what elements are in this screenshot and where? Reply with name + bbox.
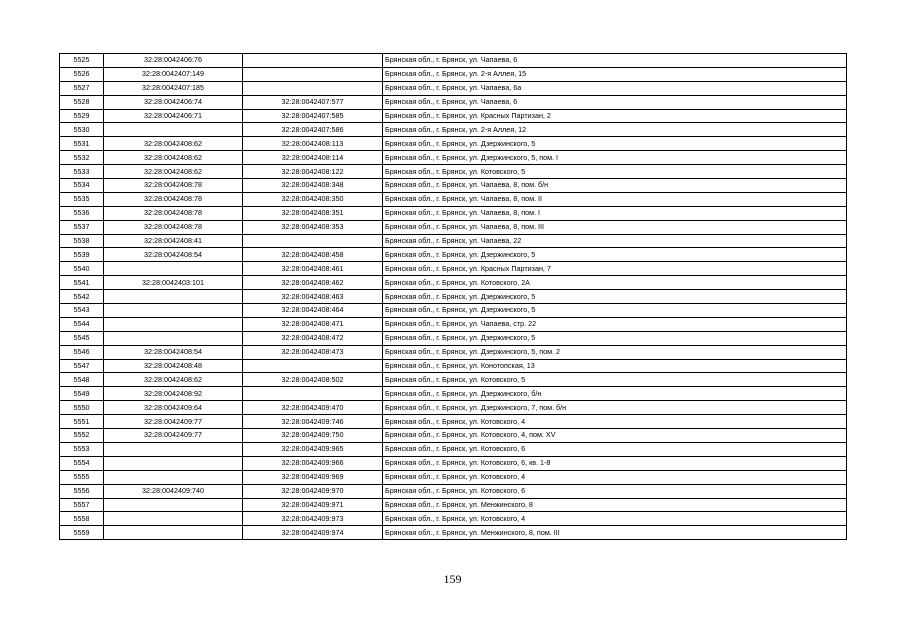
address-cell: Брянская обл., г. Брянск, ул. Дзержинского, 5, пом. I [383,151,847,165]
related-cadastral-number-cell: 32:28:0042409:973 [243,512,383,526]
address-cell: Брянская обл., г. Брянск, ул. 2-я Аллея, 12 [383,123,847,137]
row-number-cell: 5546 [60,345,104,359]
related-cadastral-number-cell: 32:28:0042408:122 [243,165,383,179]
related-cadastral-number-cell: 32:28:0042407:585 [243,109,383,123]
cadastral-number-cell: 32:28:0042403:101 [104,276,243,290]
cadastral-number-cell: 32:28:0042408:62 [104,151,243,165]
address-cell: Брянская обл., г. Брянск, ул. Котовского, 4 [383,470,847,484]
row-number-cell: 5540 [60,262,104,276]
address-cell: Брянская обл., г. Брянск, ул. Котовского, 5 [383,373,847,387]
address-cell: Брянская обл., г. Брянск, ул. Красных Партизан, 2 [383,109,847,123]
cadastral-number-cell: 32:28:0042409:77 [104,415,243,429]
related-cadastral-number-cell [243,81,383,95]
address-cell: Брянская обл., г. Брянск, ул. Котовского, 6 [383,442,847,456]
cadastral-number-cell [104,290,243,304]
address-cell: Брянская обл., г. Брянск, ул. Чапаева, 6а [383,81,847,95]
table-row [60,234,847,248]
table-row [60,276,847,290]
address-cell: Брянская обл., г. Брянск, ул. Дзержинского, 5 [383,137,847,151]
table-row [60,401,847,415]
page-number: 159 [443,572,462,586]
address-cell: Брянская обл., г. Брянск, ул. Чапаева, 8, пом. III [383,220,847,234]
address-cell: Брянская обл., г. Брянск, ул. Котовского, 6 [383,484,847,498]
table-row [60,206,847,220]
related-cadastral-number-cell: 32:28:0042408:471 [243,317,383,331]
table-row [60,456,847,470]
address-cell: Брянская обл., г. Брянск, ул. Чапаева, 8, пом. I [383,206,847,220]
cadastral-number-cell [104,512,243,526]
address-cell: Брянская обл., г. Брянск, ул. Дзержинского, 7, пом. б/н [383,401,847,415]
related-cadastral-number-cell: 32:28:0042409:969 [243,470,383,484]
table-row [60,373,847,387]
related-cadastral-number-cell: 32:28:0042409:746 [243,415,383,429]
related-cadastral-number-cell: 32:28:0042408:458 [243,248,383,262]
table-row [60,123,847,137]
related-cadastral-number-cell: 32:28:0042408:502 [243,373,383,387]
address-cell: Брянская обл., г. Брянск, ул. Чапаева, 8, пом. б/н [383,179,847,193]
row-number-cell: 5558 [60,512,104,526]
row-number-cell: 5551 [60,415,104,429]
address-cell: Брянская обл., г. Брянск, ул. Конотопская, 13 [383,359,847,373]
row-number-cell: 5554 [60,456,104,470]
cadastral-number-cell: 32:28:0042408:62 [104,373,243,387]
row-number-cell: 5533 [60,165,104,179]
cadastral-number-cell [104,442,243,456]
address-cell: Брянская обл., г. Брянск, ул. Красных Партизан, 7 [383,262,847,276]
related-cadastral-number-cell: 32:28:0042408:461 [243,262,383,276]
address-cell: Брянская обл., г. Брянск, ул. Дзержинского, 5 [383,290,847,304]
cadastral-number-cell [104,317,243,331]
row-number-cell: 5557 [60,498,104,512]
table-row [60,165,847,179]
table-row [60,317,847,331]
cadastral-number-cell [104,498,243,512]
cadastral-number-cell: 32:28:0042406:76 [104,54,243,68]
address-cell: Брянская обл., г. Брянск, ул. Чапаева, 22 [383,234,847,248]
address-cell: Брянская обл., г. Брянск, ул. Дзержинского, 5 [383,248,847,262]
table-row [60,484,847,498]
row-number-cell: 5544 [60,317,104,331]
address-cell: Брянская обл., г. Брянск, ул. Чапаева, 6 [383,54,847,68]
cadastral-number-cell: 32:28:0042408:62 [104,137,243,151]
related-cadastral-number-cell: 32:28:0042407:586 [243,123,383,137]
cadastral-number-cell: 32:28:0042408:78 [104,206,243,220]
cadastral-number-cell [104,526,243,540]
address-cell: Брянская обл., г. Брянск, ул. Котовского, 2А [383,276,847,290]
related-cadastral-number-cell: 32:28:0042408:472 [243,331,383,345]
address-cell: Брянская обл., г. Брянск, ул. Котовского, 4 [383,415,847,429]
table-row [60,331,847,345]
address-cell: Брянская обл., г. Брянск, ул. Котовского, 6, кв. 1-8 [383,456,847,470]
row-number-cell: 5525 [60,54,104,68]
table-body [60,54,847,540]
row-number-cell: 5535 [60,192,104,206]
row-number-cell: 5547 [60,359,104,373]
related-cadastral-number-cell: 32:28:0042408:351 [243,206,383,220]
cadastral-number-cell: 32:28:0042409:77 [104,429,243,443]
related-cadastral-number-cell [243,387,383,401]
row-number-cell: 5542 [60,290,104,304]
address-cell: Брянская обл., г. Брянск, ул. Дзержинского, б/н [383,387,847,401]
row-number-cell: 5537 [60,220,104,234]
row-number-cell: 5539 [60,248,104,262]
table-row [60,81,847,95]
row-number-cell: 5534 [60,179,104,193]
cadastral-number-cell: 32:28:0042407:149 [104,67,243,81]
address-cell: Брянская обл., г. Брянск, ул. Дзержинского, 5 [383,304,847,318]
row-number-cell: 5527 [60,81,104,95]
related-cadastral-number-cell: 32:28:0042409:750 [243,429,383,443]
table-row [60,290,847,304]
related-cadastral-number-cell: 32:28:0042409:970 [243,484,383,498]
address-cell: Брянская обл., г. Брянск, ул. Менжинского, 8 [383,498,847,512]
cadastral-number-cell: 32:28:0042408:41 [104,234,243,248]
row-number-cell: 5526 [60,67,104,81]
address-cell: Брянская обл., г. Брянск, ул. Чапаева, стр. 22 [383,317,847,331]
table-row [60,470,847,484]
cadastral-number-cell: 32:28:0042408:78 [104,220,243,234]
related-cadastral-number-cell [243,67,383,81]
row-number-cell: 5541 [60,276,104,290]
related-cadastral-number-cell [243,234,383,248]
related-cadastral-number-cell: 32:28:0042408:113 [243,137,383,151]
row-number-cell: 5553 [60,442,104,456]
related-cadastral-number-cell: 32:28:0042409:971 [243,498,383,512]
cadastral-number-cell [104,331,243,345]
cadastral-number-cell: 32:28:0042408:54 [104,345,243,359]
related-cadastral-number-cell: 32:28:0042408:114 [243,151,383,165]
address-cell: Брянская обл., г. Брянск, ул. Котовского, 4, пом. XV [383,429,847,443]
cadastral-number-cell [104,470,243,484]
related-cadastral-number-cell: 32:28:0042409:966 [243,456,383,470]
cadastral-number-cell: 32:28:0042406:74 [104,95,243,109]
related-cadastral-number-cell: 32:28:0042408:353 [243,220,383,234]
address-cell: Брянская обл., г. Брянск, ул. Чапаева, 8, пом. II [383,192,847,206]
cadastral-number-cell: 32:28:0042408:78 [104,179,243,193]
cadastral-number-cell [104,123,243,137]
related-cadastral-number-cell: 32:28:0042408:462 [243,276,383,290]
address-cell: Брянская обл., г. Брянск, ул. Котовского, 5 [383,165,847,179]
table-row [60,498,847,512]
table-row [60,512,847,526]
cadastral-number-cell: 32:28:0042409:64 [104,401,243,415]
address-cell: Брянская обл., г. Брянск, ул. Менжинского, 8, пом. III [383,526,847,540]
row-number-cell: 5532 [60,151,104,165]
table-row [60,442,847,456]
table-row [60,345,847,359]
address-cell: Брянская обл., г. Брянск, ул. 2-я Аллея, 15 [383,67,847,81]
related-cadastral-number-cell: 32:28:0042409:470 [243,401,383,415]
related-cadastral-number-cell: 32:28:0042408:463 [243,290,383,304]
table-row [60,109,847,123]
row-number-cell: 5552 [60,429,104,443]
row-number-cell: 5531 [60,137,104,151]
row-number-cell: 5536 [60,206,104,220]
table-row [60,95,847,109]
address-cell: Брянская обл., г. Брянск, ул. Дзержинского, 5 [383,331,847,345]
row-number-cell: 5556 [60,484,104,498]
table-row [60,262,847,276]
address-cell: Брянская обл., г. Брянск, ул. Чапаева, 6 [383,95,847,109]
related-cadastral-number-cell: 32:28:0042408:473 [243,345,383,359]
cadastral-number-cell: 32:28:0042407:185 [104,81,243,95]
cadastral-number-cell: 32:28:0042408:92 [104,387,243,401]
related-cadastral-number-cell: 32:28:0042409:974 [243,526,383,540]
table-row [60,248,847,262]
related-cadastral-number-cell: 32:28:0042408:464 [243,304,383,318]
row-number-cell: 5543 [60,304,104,318]
table-row [60,304,847,318]
table-row [60,137,847,151]
row-number-cell: 5555 [60,470,104,484]
table-row [60,415,847,429]
related-cadastral-number-cell [243,359,383,373]
table-row [60,54,847,68]
row-number-cell: 5550 [60,401,104,415]
cadastral-number-cell [104,304,243,318]
table-row [60,220,847,234]
related-cadastral-number-cell: 32:28:0042408:350 [243,192,383,206]
row-number-cell: 5538 [60,234,104,248]
row-number-cell: 5529 [60,109,104,123]
cadastral-number-cell: 32:28:0042409:740 [104,484,243,498]
related-cadastral-number-cell: 32:28:0042407:577 [243,95,383,109]
table-row [60,179,847,193]
related-cadastral-number-cell: 32:28:0042409:965 [243,442,383,456]
related-cadastral-number-cell [243,54,383,68]
cadastral-number-cell [104,262,243,276]
cadastral-number-cell: 32:28:0042408:62 [104,165,243,179]
cadastral-number-cell: 32:28:0042408:54 [104,248,243,262]
related-cadastral-number-cell: 32:28:0042408:348 [243,179,383,193]
cadastral-number-cell [104,456,243,470]
row-number-cell: 5530 [60,123,104,137]
cadastral-number-cell: 32:28:0042406:71 [104,109,243,123]
property-table [59,53,847,540]
row-number-cell: 5548 [60,373,104,387]
address-cell: Брянская обл., г. Брянск, ул. Котовского, 4 [383,512,847,526]
table-row [60,151,847,165]
row-number-cell: 5545 [60,331,104,345]
table-row [60,192,847,206]
table-row [60,429,847,443]
table-row [60,387,847,401]
row-number-cell: 5528 [60,95,104,109]
table-row [60,526,847,540]
table-row [60,67,847,81]
cadastral-number-cell: 32:28:0042408:48 [104,359,243,373]
address-cell: Брянская обл., г. Брянск, ул. Дзержинского, 5, пом. 2 [383,345,847,359]
cadastral-number-cell: 32:28:0042408:78 [104,192,243,206]
table-row [60,359,847,373]
row-number-cell: 5559 [60,526,104,540]
row-number-cell: 5549 [60,387,104,401]
